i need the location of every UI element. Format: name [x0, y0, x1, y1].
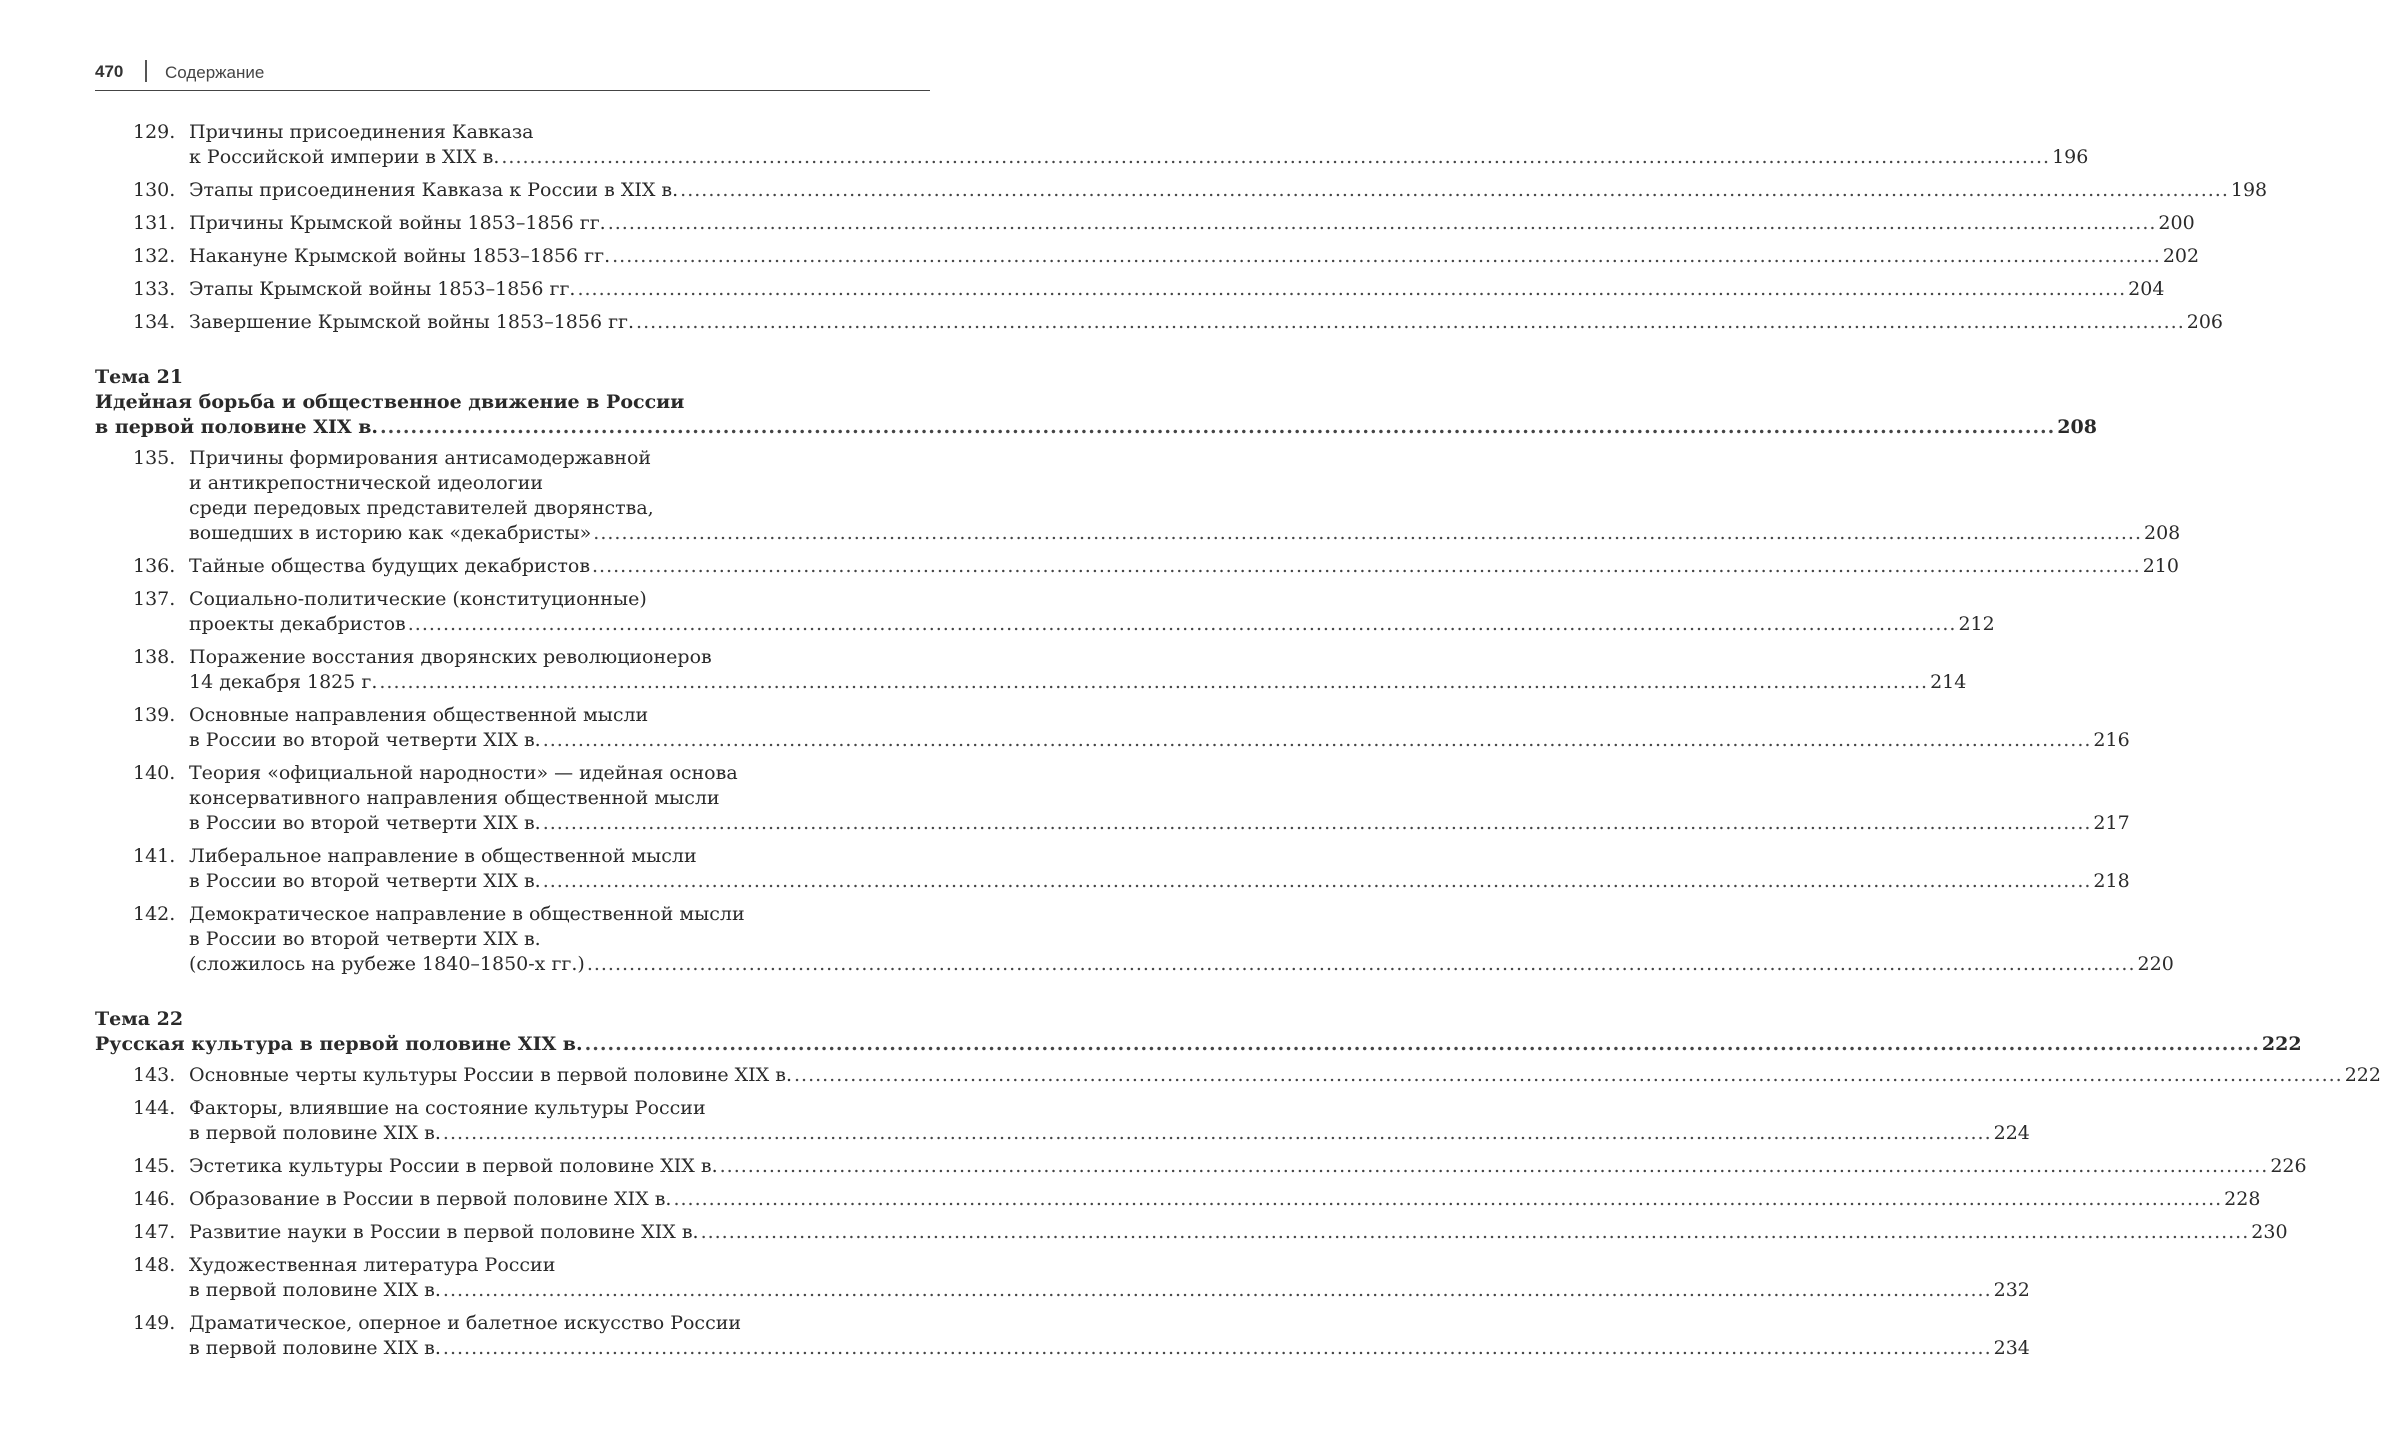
- entry-line: Социально-политические (конституционные): [189, 588, 647, 610]
- entry-number: 129.: [133, 121, 176, 143]
- toc-entry[interactable]: [95, 1220, 2288, 1245]
- page-number: 470: [95, 62, 124, 81]
- toc-entry[interactable]: [95, 703, 2130, 753]
- entry-line: [189, 244, 2200, 269]
- toc-entry[interactable]: [95, 1096, 2030, 1146]
- entry-text: в России во второй четверти XIX в.: [189, 812, 541, 834]
- entry-number: 138.: [133, 646, 176, 668]
- entry-number: 134.: [133, 311, 176, 333]
- entry-number: 132.: [133, 245, 176, 267]
- page-ref: 217: [2093, 812, 2130, 834]
- toc-entry[interactable]: [95, 1311, 2030, 1361]
- dot-leader: ............................................................................................................................................................................................................................: [542, 870, 2092, 892]
- entry-text: Этапы Крымской войны 1853–1856 гг.: [189, 278, 576, 300]
- page-ref: 226: [2270, 1155, 2307, 1177]
- entry-line: Теория «официальной народности» — идейная основа: [189, 762, 738, 784]
- entry-text: Накануне Крымской войны 1853–1856 гг.: [189, 245, 611, 267]
- entry-number: 139.: [133, 704, 176, 726]
- page-ref: 222: [2261, 1033, 2302, 1055]
- entry-line: [189, 145, 2089, 170]
- entry-line: [189, 670, 1967, 695]
- entry-line: Поражение восстания дворянских революционеров: [189, 646, 712, 668]
- toc-entry[interactable]: [95, 1253, 2030, 1303]
- entry-text: Эстетика культуры России в первой половине XIX в.: [189, 1155, 718, 1177]
- entry-text: (сложилось на рубеже 1840–1850-х гг.): [189, 953, 585, 975]
- dot-leader: ............................................................................................................................................................................................................................: [673, 1188, 2223, 1210]
- dot-leader: ............................................................................................................................................................................................................................: [380, 416, 2056, 438]
- entry-text: проекты декабристов: [189, 613, 406, 635]
- entry-line: в России во второй четверти XIX в.: [189, 928, 541, 950]
- entry-text: в первой половине XIX в.: [189, 1279, 441, 1301]
- entry-number: 141.: [133, 845, 176, 867]
- entry-number: 145.: [133, 1155, 176, 1177]
- dot-leader: ............................................................................................................................................................................................................................: [593, 522, 2142, 544]
- entry-line: [189, 612, 1995, 637]
- dot-leader: ............................................................................................................................................................................................................................: [542, 729, 2092, 751]
- page-ref: 214: [1930, 671, 1967, 693]
- toc-entry[interactable]: [95, 178, 2268, 203]
- page-ref: 212: [1958, 613, 1995, 635]
- entry-line: [189, 211, 2195, 236]
- entry-line: [189, 728, 2130, 753]
- entry-line: [189, 1278, 2030, 1303]
- topic-label: Тема 22: [95, 1008, 184, 1030]
- entry-line: Либеральное направление в общественной мысли: [189, 845, 697, 867]
- page-ref: 216: [2093, 729, 2130, 751]
- dot-leader: ............................................................................................................................................................................................................................: [442, 1337, 1992, 1359]
- dot-leader: ............................................................................................................................................................................................................................: [442, 1122, 1992, 1144]
- entry-line: [189, 310, 2224, 335]
- entry-number: 136.: [133, 555, 176, 577]
- entry-number: 131.: [133, 212, 176, 234]
- entry-line: [189, 554, 2179, 579]
- entry-line: Основные направления общественной мысли: [189, 704, 649, 726]
- dot-leader: ............................................................................................................................................................................................................................: [501, 146, 2051, 168]
- entry-number: 148.: [133, 1254, 176, 1276]
- entry-line: [189, 277, 2165, 302]
- dot-leader: ............................................................................................................................................................................................................................: [636, 311, 2185, 333]
- toc-entry[interactable]: [95, 244, 2200, 269]
- page-ref: 232: [1993, 1279, 2030, 1301]
- dot-leader: ............................................................................................................................................................................................................................: [442, 1279, 1992, 1301]
- entry-text: Русская культура в первой половине XIX в.: [95, 1033, 583, 1055]
- topic-heading[interactable]: [95, 365, 2097, 440]
- entry-text: вошедших в историю как «декабристы»: [189, 522, 592, 544]
- entry-line: [189, 178, 2268, 203]
- entry-text: 14 декабря 1825 г.: [189, 671, 378, 693]
- page-ref: 202: [2162, 245, 2200, 267]
- entry-text: Причины Крымской войны 1853–1856 гг.: [189, 212, 606, 234]
- entry-number: 143.: [133, 1064, 176, 1086]
- dot-leader: ............................................................................................................................................................................................................................: [542, 812, 2092, 834]
- page-ref: 228: [2224, 1188, 2261, 1210]
- entry-line: Драматическое, оперное и балетное искусство России: [189, 1312, 742, 1334]
- entry-line: Факторы, влиявшие на состояние культуры России: [189, 1097, 706, 1119]
- toc-entry[interactable]: [95, 211, 2195, 236]
- toc-entry[interactable]: [95, 1187, 2261, 1212]
- entry-line: [189, 521, 2181, 546]
- entry-line: Причины формирования антисамодержавной: [189, 447, 652, 469]
- page-ref: 200: [2158, 212, 2195, 234]
- entry-line: [189, 869, 2130, 894]
- entry-text: Завершение Крымской войны 1853–1856 гг.: [189, 311, 635, 333]
- entry-line: среди передовых представителей дворянства,: [189, 497, 654, 519]
- toc-entry[interactable]: [95, 587, 1995, 637]
- entry-text: Основные черты культуры России в первой половине XIX в.: [189, 1064, 792, 1086]
- entry-text: в России во второй четверти XIX в.: [189, 870, 541, 892]
- topic-label: Тема 21: [95, 366, 184, 388]
- dot-leader: ............................................................................................................................................................................................................................: [793, 1064, 2343, 1086]
- dot-leader: ............................................................................................................................................................................................................................: [379, 671, 1929, 693]
- toc-entry[interactable]: [95, 277, 2165, 302]
- toc-entry[interactable]: [95, 310, 2224, 335]
- entry-text: в России во второй четверти XIX в.: [189, 729, 541, 751]
- page-ref: 206: [2186, 311, 2224, 333]
- entry-text: к Российской империи в XIX в.: [189, 146, 500, 168]
- toc-entry[interactable]: [95, 761, 2130, 836]
- entry-number: 147.: [133, 1221, 176, 1243]
- entry-line: консервативного направления общественной мысли: [189, 787, 720, 809]
- page-header: [95, 58, 930, 91]
- dot-leader: ............................................................................................................................................................................................................................: [612, 245, 2161, 267]
- dot-leader: ............................................................................................................................................................................................................................: [592, 555, 2141, 577]
- toc-entry[interactable]: [95, 554, 2179, 579]
- page-ref: 218: [2093, 870, 2130, 892]
- entry-number: 137.: [133, 588, 176, 610]
- page-ref: 220: [2137, 953, 2174, 975]
- toc-entry[interactable]: [95, 120, 2089, 170]
- table-of-contents: [95, 120, 2381, 1369]
- entry-line: Причины присоединения Кавказа: [189, 121, 534, 143]
- page-ref: 198: [2230, 179, 2268, 201]
- toc-entry[interactable]: [95, 446, 2181, 546]
- entry-line: [189, 1187, 2261, 1212]
- dot-leader: ............................................................................................................................................................................................................................: [719, 1155, 2269, 1177]
- dot-leader: ............................................................................................................................................................................................................................: [700, 1221, 2250, 1243]
- entry-number: 144.: [133, 1097, 176, 1119]
- page-ref: 234: [1993, 1337, 2030, 1359]
- entry-line: [189, 1336, 2030, 1361]
- dot-leader: ............................................................................................................................................................................................................................: [584, 1033, 2260, 1055]
- section-title: Содержание: [165, 63, 265, 82]
- entry-text: Развитие науки в России в первой половине XIX в.: [189, 1221, 699, 1243]
- entry-line: [189, 1220, 2288, 1245]
- entry-line: [189, 1063, 2381, 1088]
- page-ref: 224: [1993, 1122, 2030, 1144]
- entry-number: 142.: [133, 903, 176, 925]
- page-ref: 208: [2143, 522, 2181, 544]
- topic-heading[interactable]: [95, 1007, 2302, 1057]
- entry-text: Тайные общества будущих декабристов: [189, 555, 591, 577]
- entry-text: Образование в России в первой половине XIX в.: [189, 1188, 672, 1210]
- toc-entry[interactable]: [95, 645, 1967, 695]
- entry-line: [189, 811, 2130, 836]
- toc-entry[interactable]: [95, 902, 2174, 977]
- topic-title-line: [95, 415, 2097, 440]
- entry-number: 133.: [133, 278, 176, 300]
- header-separator: [145, 60, 147, 82]
- entry-line: [189, 1121, 2030, 1146]
- dot-leader: ............................................................................................................................................................................................................................: [586, 953, 2136, 975]
- topic-title-line: Идейная борьба и общественное движение в России: [95, 391, 685, 413]
- toc-entry[interactable]: [95, 844, 2130, 894]
- page-ref: 208: [2057, 416, 2097, 438]
- entry-line: и антикрепостнической идеологии: [189, 472, 544, 494]
- dot-leader: ............................................................................................................................................................................................................................: [607, 212, 2157, 234]
- entry-number: 146.: [133, 1188, 176, 1210]
- entry-text: Этапы присоединения Кавказа к России в XIX в.: [189, 179, 679, 201]
- page-ref: 230: [2251, 1221, 2288, 1243]
- entry-text: в первой половине XIX в.: [189, 1337, 441, 1359]
- dot-leader: ............................................................................................................................................................................................................................: [577, 278, 2127, 300]
- page-ref: 204: [2128, 278, 2165, 300]
- toc-entry[interactable]: [95, 1154, 2307, 1179]
- page-ref: 196: [2052, 146, 2089, 168]
- entry-text: в первой половине XIX в.: [95, 416, 379, 438]
- dot-leader: ............................................................................................................................................................................................................................: [680, 179, 2229, 201]
- entry-line: Художественная литература России: [189, 1254, 556, 1276]
- entry-number: 149.: [133, 1312, 176, 1334]
- entry-text: в первой половине XIX в.: [189, 1122, 441, 1144]
- page-ref: 222: [2344, 1064, 2381, 1086]
- entry-number: 135.: [133, 447, 176, 469]
- entry-line: [189, 1154, 2307, 1179]
- entry-number: 140.: [133, 762, 176, 784]
- page-ref: 210: [2142, 555, 2179, 577]
- toc-entry[interactable]: [95, 1063, 2381, 1088]
- entry-number: 130.: [133, 179, 176, 201]
- dot-leader: ............................................................................................................................................................................................................................: [407, 613, 1957, 635]
- topic-title-line: [95, 1032, 2302, 1057]
- entry-line: Демократическое направление в общественной мысли: [189, 903, 745, 925]
- entry-line: [189, 952, 2174, 977]
